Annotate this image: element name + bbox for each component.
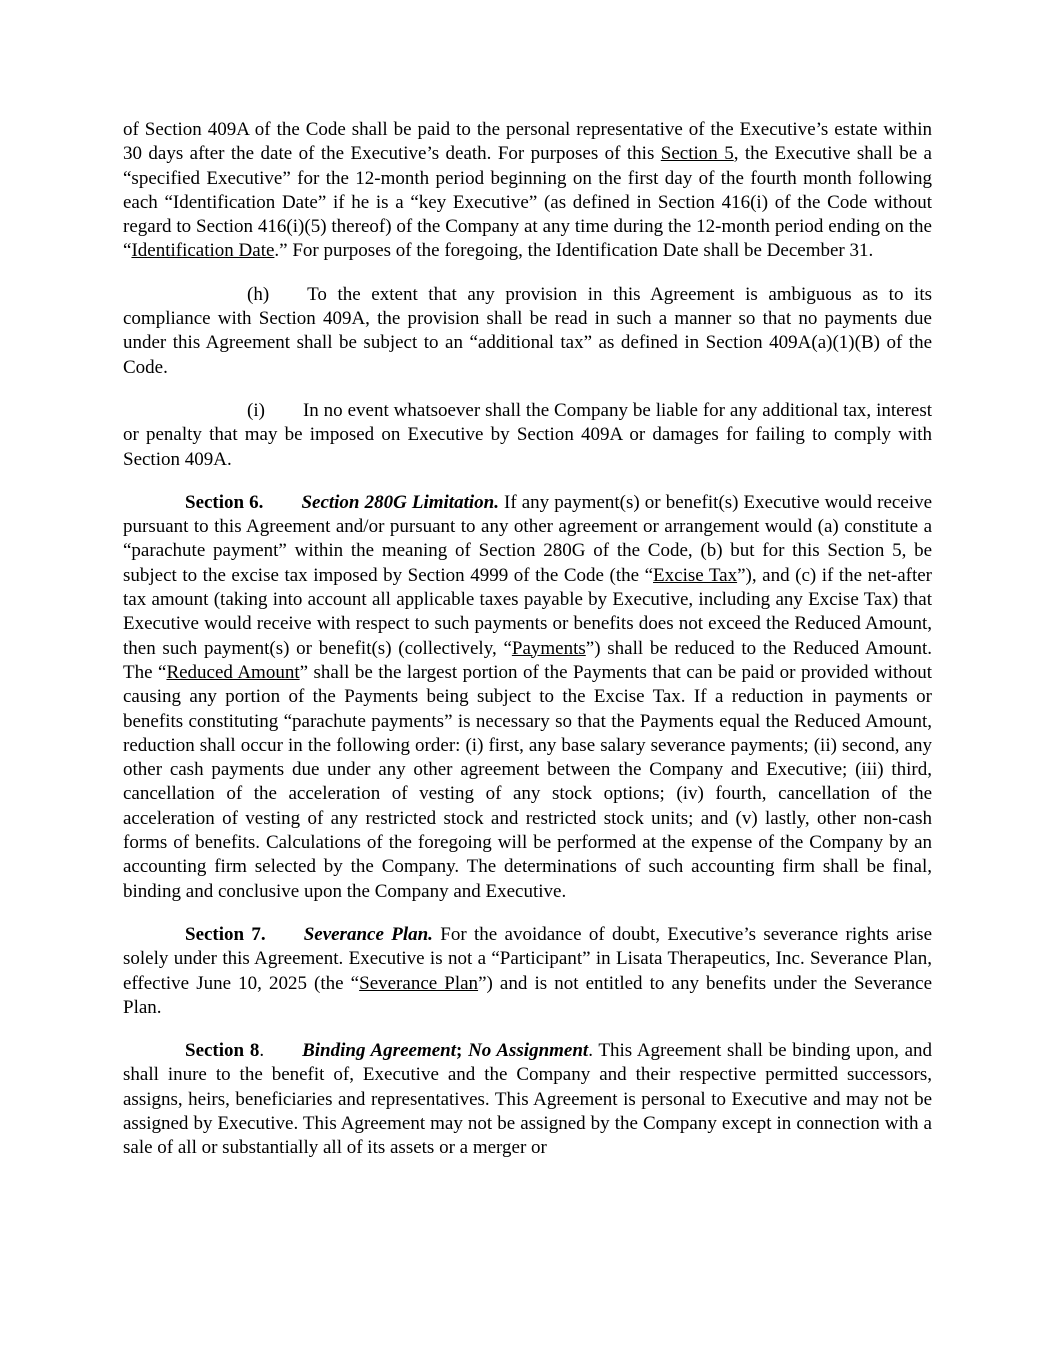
paragraph-section-7-severance-plan xyxy=(123,923,932,1020)
document-body xyxy=(123,118,932,1161)
text-run: Reduced Amount xyxy=(166,661,300,683)
text-run: . xyxy=(259,1040,265,1062)
paragraph-section-6-280g-limitation xyxy=(123,491,932,904)
text-run: ” shall be the largest portion of the Payments that can be paid or provided without causing any portion of the Payments being subject to the Excise Tax. If a reduction in payments or benefits constituting “parachute payments” is necessary so that the Payments equal the Reduced Amount, reduction shall occur in the following order: (i) first, any base salary severance payments; (ii) second, any other cash payments due under any other agreement between the Company and Executive; (iii) third, cancellation of the acceleration of vesting of any stock options; (iv) fourth, cancellation of the acceleration of vesting of any restricted stock and restricted stock units; and (v) lastly, other non-cash forms of benefits. Calculations of the foregoing will be performed at the expense of the Company by an accounting firm selected by the Company. The determinations of such accounting firm shall be final, binding and conclusive upon the Company and Executive. xyxy=(123,661,933,902)
text-run: Identification Date xyxy=(131,240,275,262)
paragraph-section-8-binding-agreement xyxy=(123,1039,932,1160)
text-run: Section 280G Limitation. xyxy=(301,491,499,513)
text-run: Excise Tax xyxy=(653,564,738,586)
text-run: Section 5 xyxy=(660,143,734,165)
text-run: Severance Plan. xyxy=(303,923,433,945)
text-run: of Section 409A of the Code shall be paid to the personal representative of the Executive’s estate within 30 days after the date of the Executive’s death. For purposes of this xyxy=(123,119,932,165)
text-run: ”), and (c) if the net-after tax amount (taking into account all applicable taxes payable by Executive, including any Excise Tax) that Executive would receive with respect to such payments or benefits does not exceed the Reduced Amount, then such payment(s) or benefit(s) (collectively, “ xyxy=(123,564,932,659)
paragraph-h-ambiguous-provision xyxy=(123,283,932,380)
text-run: , the Executive shall be a “specified Executive” for the 12-month period beginning on the first day of the fourth month following each “Identification Date” if he is a “key Executive” (as defined in Section 416(i) of the Code without regard to Section 416(i)(5) thereof) of the Company at any time during the 12-month period ending on the “ xyxy=(123,143,932,262)
paragraph-409a-estate xyxy=(123,118,932,264)
text-run: ”) shall be reduced to the Reduced Amount. The “ xyxy=(123,637,932,683)
text-run: Binding Agreement xyxy=(302,1040,457,1062)
paragraph-i-no-liability xyxy=(123,399,932,472)
text-run: (h) xyxy=(247,283,270,305)
text-run: Section 7. xyxy=(185,923,266,945)
text-run: (i) xyxy=(247,399,265,421)
text-run: ; xyxy=(456,1040,463,1062)
text-run: Severance Plan xyxy=(359,972,479,994)
text-run: To the extent that any provision in this Agreement is ambiguous as to its compliance with Section 409A, the provision shall be read in such a manner so that no payments due under this Agreement shall be subject to an “additional tax” as defined in Section 409A(a)(1)(B) of the Code. xyxy=(123,283,932,378)
text-run: No Assignment xyxy=(462,1040,589,1062)
text-run: ”) and is not entitled to any benefits under the Severance Plan. xyxy=(123,972,933,1018)
text-run: Section 6. xyxy=(185,491,264,513)
text-run: Payments xyxy=(511,637,586,659)
text-run: For the avoidance of doubt, Executive’s severance rights arise solely under this Agreement. Executive is not a “Participant” in Lisata Therapeutics, Inc. Severance Plan, effective June 10, 2025 (the “ xyxy=(123,923,933,994)
text-run: In no event whatsoever shall the Company be liable for any additional tax, interest or penalty that may be imposed on Executive by Section 409A or damages for failing to comply with Section 409A. xyxy=(123,399,932,470)
text-run: .” For purposes of the foregoing, the Identification Date shall be December 31. xyxy=(274,240,874,262)
text-run: Section 8 xyxy=(185,1040,260,1062)
text-run: . This Agreement shall be binding upon, and shall inure to the benefit of, Executive and the Company and their respective permitted successors, assigns, heirs, beneficiaries and representatives. This Agreement is personal to Executive and may not be assigned by Executive. This Agreement may not be assigned by the Company except in connection with a sale of all or substantially all of its assets or a merger or xyxy=(123,1040,933,1159)
text-run: If any payment(s) or benefit(s) Executive would receive pursuant to this Agreement and/or pursuant to any other agreement or arrangement would (a) constitute a “parachute payment” within the meaning of Section 280G of the Code, (b) but for this Section 5, be subject to the excise tax imposed by Section 4999 of the Code (the “ xyxy=(123,491,932,586)
